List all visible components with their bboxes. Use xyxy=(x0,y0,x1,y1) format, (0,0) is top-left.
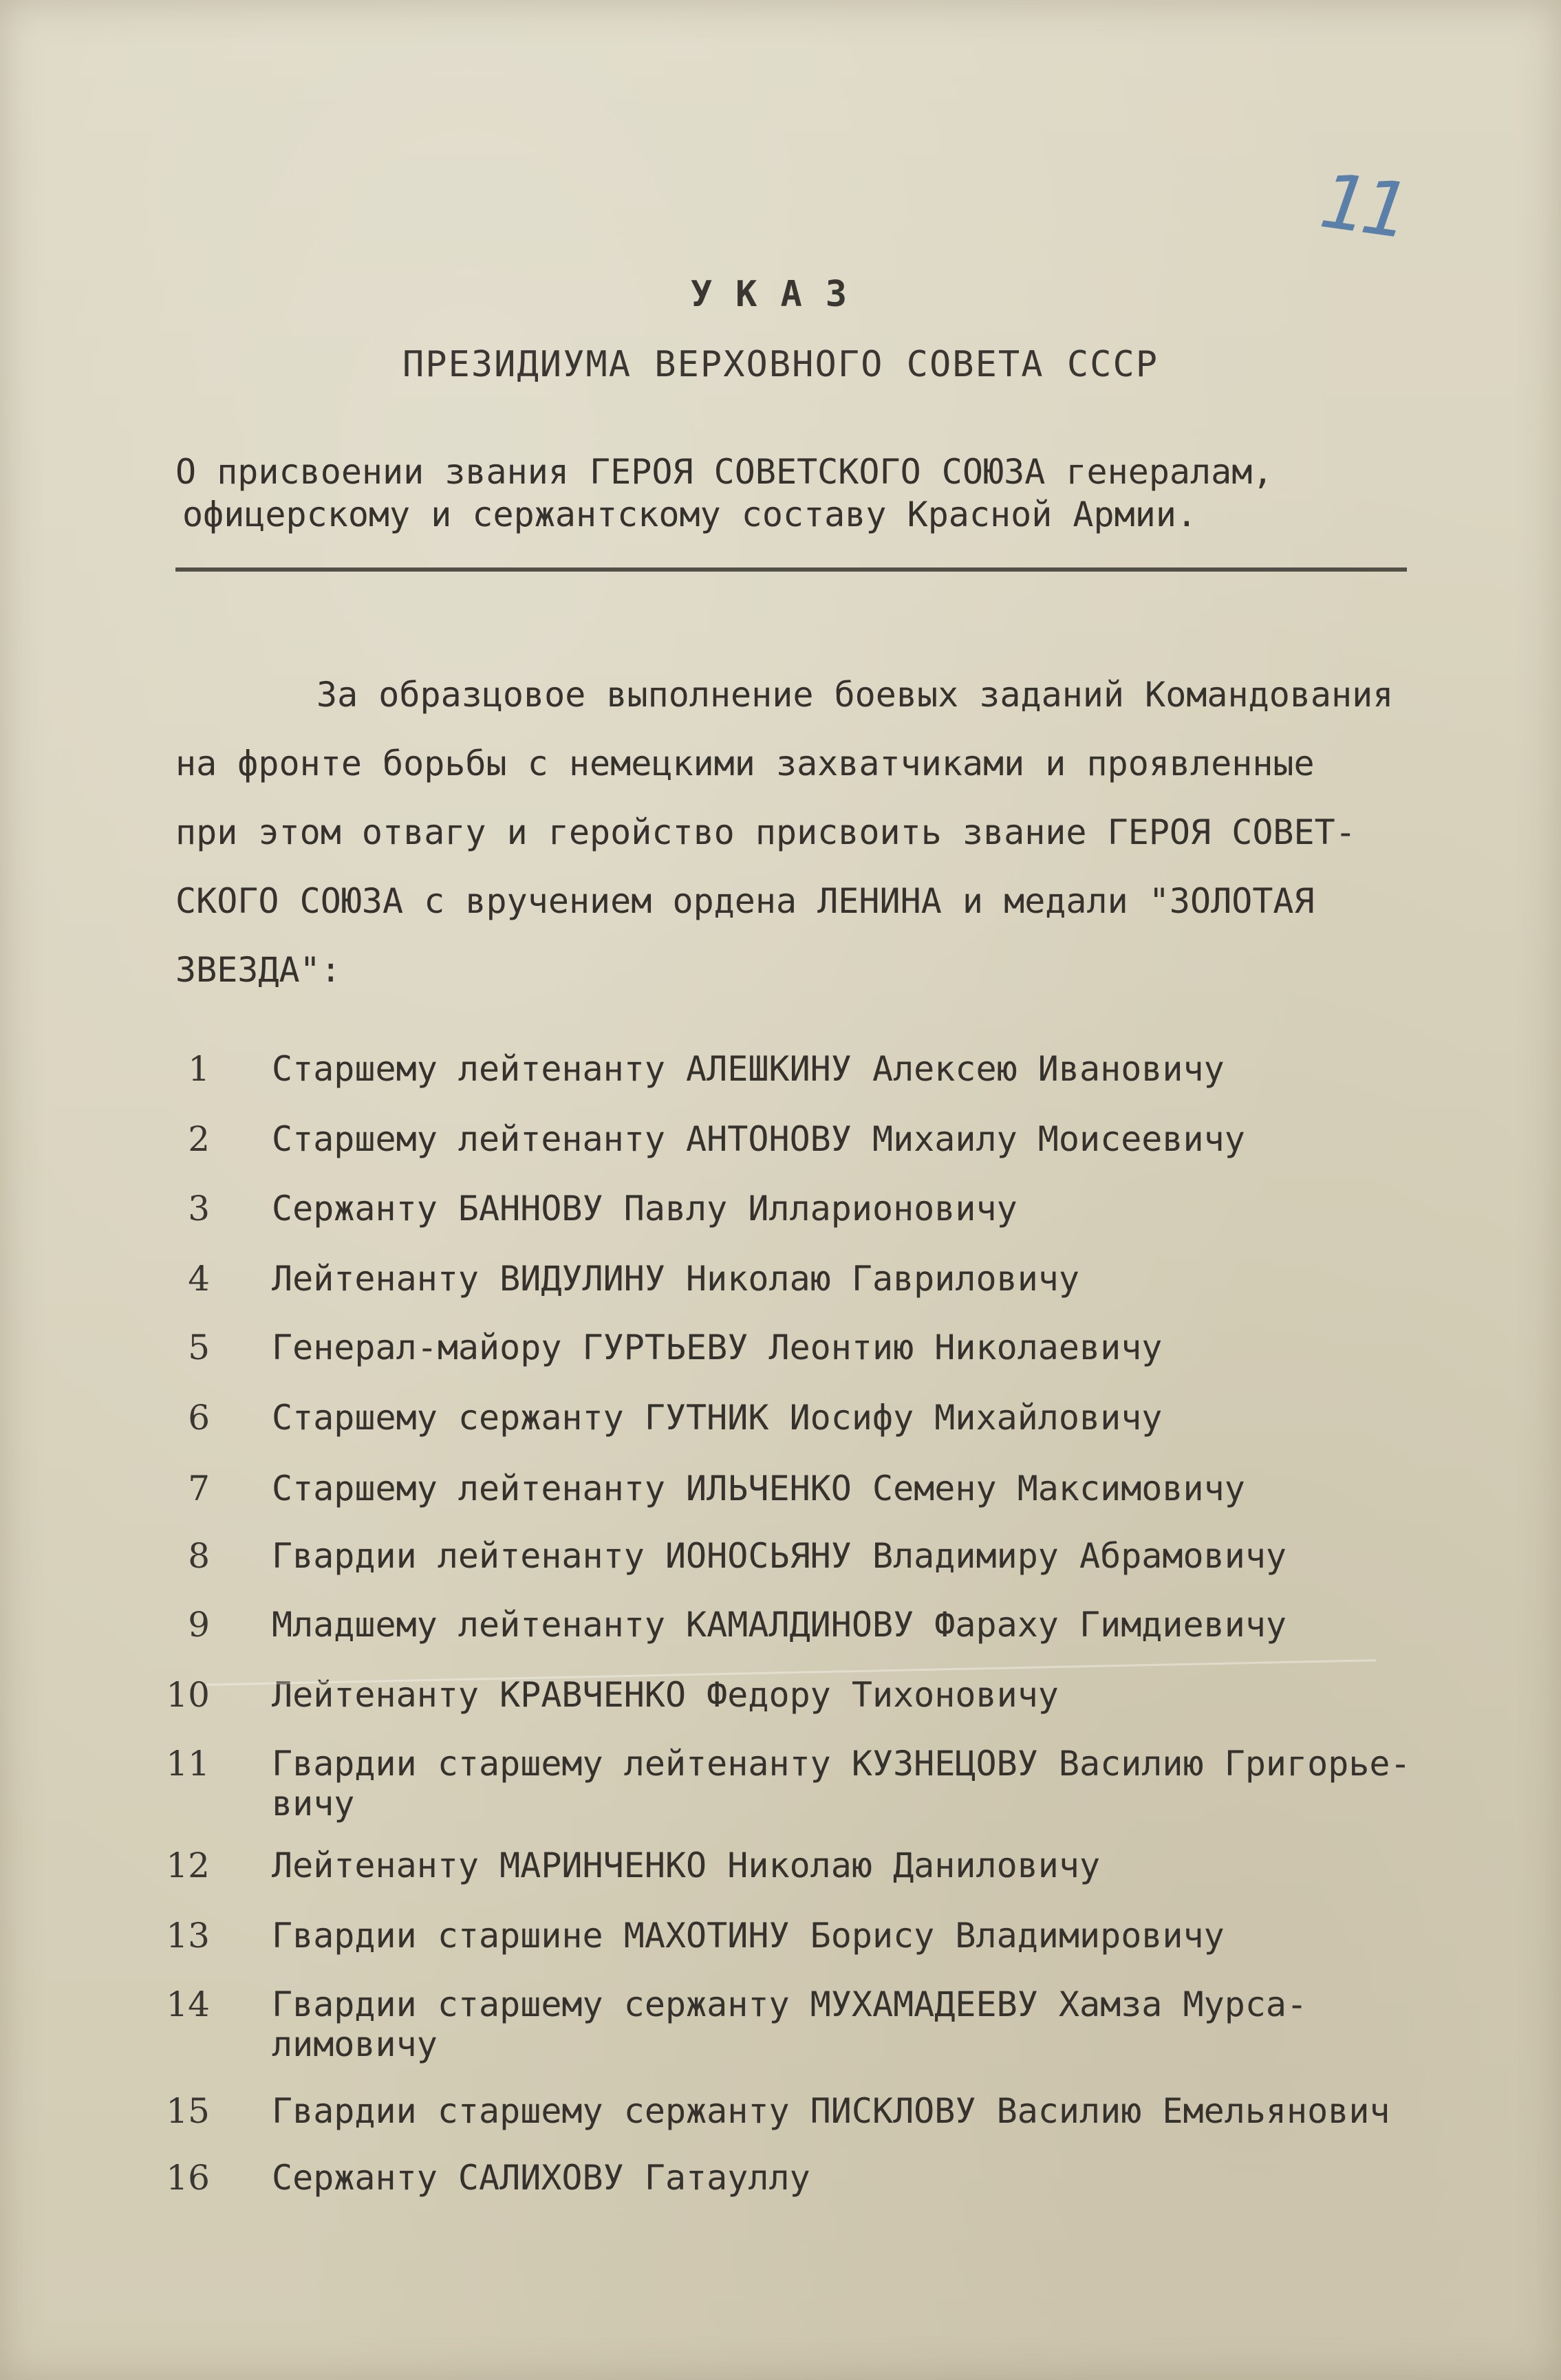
list-item-text: Гвардии старшему лейтенанту КУЗНЕЦОВУ Василию Григорье- вичу xyxy=(272,1744,1411,1824)
paragraph-line: СКОГО СОЮЗА с вручением ордена ЛЕНИНА и медали "ЗОЛОТАЯ xyxy=(175,881,1315,921)
list-item-number: 3 xyxy=(188,1189,210,1229)
list-item-number: 6 xyxy=(188,1398,210,1438)
list-item-text: Старшему лейтенанту АНТОНОВУ Михаилу Моисеевичу xyxy=(272,1119,1245,1159)
list-item-text: Сержанту БАННОВУ Павлу Илларионовичу xyxy=(272,1189,1018,1229)
list-item-number: 8 xyxy=(188,1536,210,1576)
list-item-number: 10 xyxy=(166,1675,210,1715)
list-item-number: 9 xyxy=(188,1605,210,1645)
handwritten-page-number: 11 xyxy=(1315,156,1410,255)
list-item-number: 13 xyxy=(166,1916,210,1956)
list-item-text: Сержанту САЛИХОВУ Гатауллу xyxy=(272,2158,810,2198)
list-item-text: Лейтенанту МАРИНЧЕНКО Николаю Даниловичу xyxy=(272,1846,1101,1885)
list-item-text: Гвардии старшему сержанту МУХАМАДЕЕВУ Хамза Мурса- лимовичу xyxy=(272,1984,1308,2064)
list-item-number: 1 xyxy=(188,1049,210,1089)
paragraph-line: при этом отвагу и геройство присвоить звание ГЕРОЯ СОВЕТ- xyxy=(175,812,1356,852)
list-item-text: Гвардии старшине МАХОТИНУ Борису Владимировичу xyxy=(272,1916,1225,1956)
document-title: УКАЗ xyxy=(690,274,871,315)
list-item-number: 7 xyxy=(188,1469,210,1508)
list-item-number: 15 xyxy=(166,2091,210,2131)
list-item-text: Генерал-майору ГУРТЬЕВУ Леонтию Николаевичу xyxy=(272,1328,1163,1367)
list-item-number: 2 xyxy=(188,1119,210,1159)
list-item-number: 14 xyxy=(166,1984,210,2024)
decree-paragraph xyxy=(175,660,1538,1004)
list-item-number: 12 xyxy=(166,1846,210,1885)
decree-subject-line: О присвоении звания ГЕРОЯ СОВЕТСКОГО СОЮЗА генералам, xyxy=(175,452,1273,492)
list-item-number: 5 xyxy=(188,1328,210,1367)
horizontal-rule xyxy=(175,567,1407,572)
list-item-number: 4 xyxy=(188,1259,210,1299)
paragraph-line: на фронте борьбы с немецкими захватчиками и проявленные xyxy=(175,744,1315,783)
list-item-number: 11 xyxy=(166,1744,210,1784)
document-subtitle: ПРЕЗИДИУМА ВЕРХОВНОГО СОВЕТА СССР xyxy=(402,344,1159,385)
list-item-text: Старшему сержанту ГУТНИК Иосифу Михайловичу xyxy=(272,1398,1163,1438)
decree-subject xyxy=(175,451,1414,536)
paragraph-line: За образцовое выполнение боевых заданий Командования xyxy=(316,675,1394,715)
paragraph-line: ЗВЕЗДА": xyxy=(175,950,341,990)
list-item-text: Старшему лейтенанту АЛЕШКИНУ Алексею Ивановичу xyxy=(272,1049,1225,1089)
list-item-text: Лейтенанту ВИДУЛИНУ Николаю Гавриловичу xyxy=(272,1259,1079,1299)
list-item-text: Гвардии старшему сержанту ПИСКЛОВУ Василию Емельянович xyxy=(272,2091,1390,2131)
decree-subject-line: офицерскому и сержантскому составу Красной Армии. xyxy=(182,495,1198,534)
list-item-text: Гвардии лейтенанту ИОНОСЬЯНУ Владимиру Абрамовичу xyxy=(272,1536,1287,1576)
list-item-number: 16 xyxy=(166,2158,210,2198)
list-item-text: Младшему лейтенанту КАМАЛДИНОВУ Фараху Гимдиевичу xyxy=(272,1605,1287,1645)
list-item-text: Старшему лейтенанту ИЛЬЧЕНКО Семену Максимовичу xyxy=(272,1469,1245,1508)
list-item-text: Лейтенанту КРАВЧЕНКО Федору Тихоновичу xyxy=(272,1675,1059,1715)
